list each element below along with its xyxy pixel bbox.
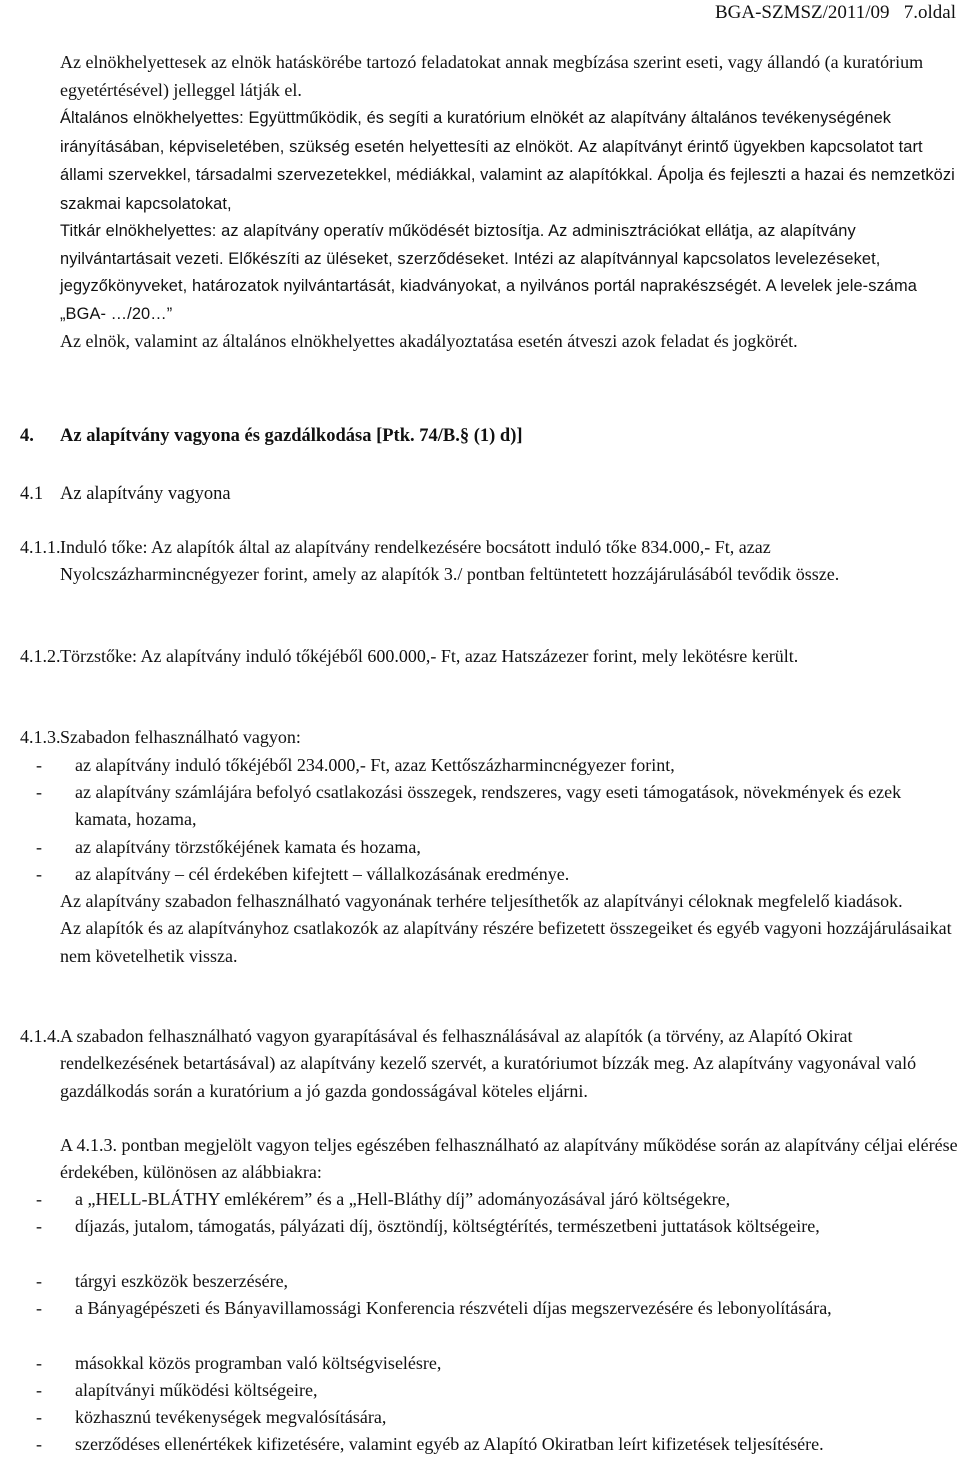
- bullet-item: - díjazás, jutalom, támogatás, pályázati díj, ösztöndíj, költségtérítés, természetbeni juttatások költségeire,: [36, 1216, 820, 1236]
- intro-block: [60, 49, 960, 356]
- intro-paragraph: Titkár elnökhelyettes: az alapítvány operatív működését biztosítja. Az adminisztrációkat ellátja, az alapítvány nyilvántartásait vezeti. Előkészíti az üléseket, szerződéseket. Intézi az alapítvánnyal kapcsolatos levelezéseket, jegyzőkönyveket, határozatok nyilvántartását, kiadványokat, a nyilvános portál naprakészségét. A levelek jele-száma „BGA- …/20…”: [60, 222, 917, 323]
- lead-paragraph: A 4.1.3. pontban megjelölt vagyon teljes egészében felhasználható az alapítvány működése során az alapítvány céljai elérése érdekében, különösen az alábbiakra:: [60, 1135, 958, 1183]
- bullet-item: - az alapítvány induló tőkéjéből 234.000,- Ft, azaz Kettőszázharmincnégyezer forint,: [36, 755, 675, 775]
- subsection-heading: 4.1 Az alapítvány vagyona: [20, 484, 231, 504]
- document-code: BGA-SZMSZ/2011/09: [714, 2, 890, 23]
- list-item: [20, 1023, 960, 1105]
- list-item: [20, 724, 960, 751]
- intro-paragraph: Az elnökhelyettesek az elnök hatáskörébe tartozó feladatokat annak megbízása szerint eseti, vagy állandó (a kuratórium egyetértésével) jelleggel látják el.: [60, 52, 924, 100]
- bullet-item: - másokkal közös programban való költségviselésre,: [36, 1353, 442, 1373]
- bullet-item: - a „HELL-BLÁTHY emlékérem” és a „Hell-Bláthy díj” adományozásával járó költségekre,: [36, 1189, 731, 1209]
- note-paragraph: Az alapítvány szabadon felhasználható vagyonának terhére teljesíthetők az alapítványi céloknak megfelelő kiadások.: [60, 891, 903, 911]
- item-text: A szabadon felhasználható vagyon gyarapításával és felhasználásával az alapítók (a törvény, az Alapító Okirat rendelkezésének betartásával) az alapítvány kezelő szervét, a kuratóriumot bízzák meg. Az alapítvány vagyonával való gazdálkodás során a kuratórium a jó gazda gondosságával köteles eljárni.: [60, 1026, 917, 1101]
- page-header: [715, 0, 956, 26]
- bullet-item: - a Bányagépészeti és Bányavillamossági Konferencia részvételi díjas megszervezésére és lebonyolítására,: [36, 1298, 832, 1318]
- section-heading: 4. Az alapítvány vagyona és gazdálkodása [Ptk. 74/B.§ (1) d)]: [20, 426, 523, 446]
- item-number: 4.1.3.: [20, 727, 61, 747]
- note-paragraph: Az alapítók és az alapítványhoz csatlakozók az alapítvány részére befizetett összegeiket és egyéb vagyoni hozzájárulásaikat nem követelhetik vissza.: [60, 918, 952, 966]
- bullet-item: - közhasznú tevékenységek megvalósítására,: [36, 1407, 387, 1427]
- bullet-item: - tárgyi eszközök beszerzésére,: [36, 1271, 289, 1291]
- item-number: 4.1.4.: [20, 1026, 61, 1046]
- bullet-item: - az alapítvány számlájára befolyó csatlakozási összegek, rendszeres, vagy eseti támogatások, növekmények és ezek kamata, hozama,: [36, 782, 902, 830]
- item-number: 4.1.1.: [20, 537, 61, 557]
- item-text: Szabadon felhasználható vagyon:: [60, 727, 301, 747]
- item-number: 4.1.2.: [20, 646, 61, 666]
- item-text: Induló tőke: Az alapítók által az alapítvány rendelkezésére bocsátott induló tőke 834.000,- Ft, azaz Nyolcszázharmincnégyezer forint, amely az alapítók 3./ pontban feltüntetett hozzájárulásából tevődik össze.: [60, 537, 840, 585]
- bullet-item: - az alapítvány törzstőkéjének kamata és hozama,: [36, 837, 421, 857]
- list-item: [20, 534, 960, 589]
- note-block: [60, 888, 960, 970]
- bullet-item: - az alapítvány – cél érdekében kifejtett – vállalkozásának eredménye.: [36, 864, 570, 884]
- list-item: [20, 643, 960, 670]
- intro-paragraph: Általános elnökhelyettes: Együttműködik, és segíti a kuratórium elnökét az alapítvány általános tevékenységének irányításában, képviseletében, szükség esetén helyettesíti az elnököt. Az alapítványt érintő ügyekben kapcsolatot tart állami szervekkel, társadalmi szervezetekkel, médiákkal, valamint az alapítókkal. Ápolja és fejleszti a hazai és nemzetközi szakmai kapcsolatokat,: [60, 109, 955, 213]
- bullet-item: - alapítványi működési költségeire,: [36, 1380, 318, 1400]
- item-text: Törzstőke: Az alapítvány induló tőkéjéből 600.000,- Ft, azaz Hatszázezer forint, mely lekötésre került.: [60, 646, 799, 666]
- intro-paragraph: Az elnök, valamint az általános elnökhelyettes akadályoztatása esetén átveszi azok feladat és jogkörét.: [60, 331, 798, 351]
- bullet-item: - szerződéses ellenértékek kifizetésére, valamint egyéb az Alapító Okiratban leírt kifizetések teljesítésére.: [36, 1434, 824, 1454]
- page-number: 7.oldal: [903, 2, 956, 23]
